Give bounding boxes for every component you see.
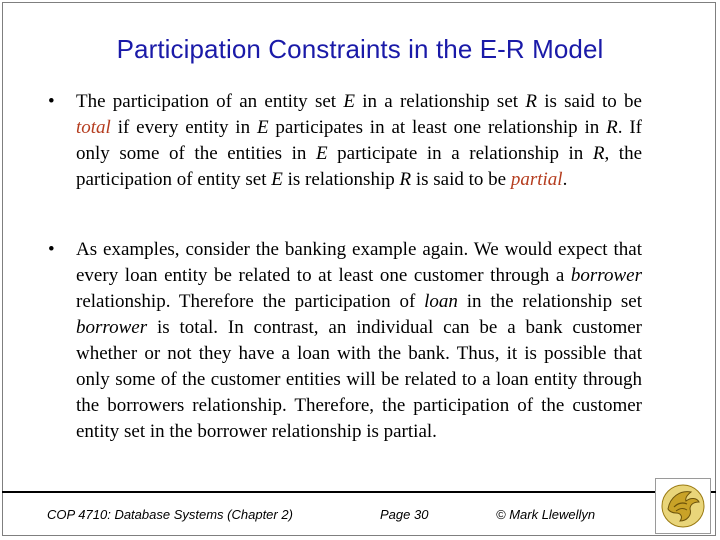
text-run: is relationship — [282, 169, 400, 190]
italic-term: E — [315, 143, 328, 164]
bullet-text-1 — [76, 89, 642, 193]
footer-author: © Mark Llewellyn — [496, 507, 596, 522]
highlight-term-total: total — [76, 117, 111, 138]
text-run: is total. In contrast, an individual can be a bank customer whether or not they have a loan with the bank. Thus, it is possible that only some of the customer entities will be related to a loan entity through the borrowers relationship. Therefore, the participation of the customer entity set in the borrower relationship is partial. — [76, 317, 642, 442]
text-run: if every entity in — [110, 117, 257, 138]
text-run: . — [562, 169, 568, 190]
bullet-text-2 — [76, 237, 642, 445]
bullet-item-2 — [48, 237, 642, 445]
logo-frame — [655, 478, 711, 534]
bullet-marker: • — [48, 91, 55, 112]
italic-term: R — [606, 117, 618, 138]
bullet-item-1 — [48, 89, 642, 193]
italic-term: E — [343, 91, 355, 112]
italic-term: E — [271, 169, 283, 190]
text-run: The participation of an entity set — [76, 91, 344, 112]
italic-term: R — [592, 143, 605, 164]
footer-page-number: Page 30 — [380, 507, 429, 522]
italic-term: borrower — [570, 265, 642, 286]
text-run: , the participation of entity set — [76, 143, 642, 190]
text-run: . If only some of the entities in — [76, 117, 642, 164]
ucf-pegasus-logo-icon — [656, 479, 710, 533]
text-run: in the relationship set — [457, 291, 642, 312]
italic-term: borrower — [76, 317, 148, 338]
text-run: is said to be — [411, 169, 511, 190]
text-run: is said to be — [536, 91, 642, 112]
italic-term: R — [525, 91, 537, 112]
footer-divider — [2, 491, 716, 493]
italic-term: loan — [424, 291, 458, 312]
text-run: As examples, consider the banking example again. We would expect that every loan entity be related to at least one customer through a — [76, 239, 642, 286]
italic-term: E — [256, 117, 269, 138]
text-run: in a relationship set — [354, 91, 526, 112]
footer-course: COP 4710: Database Systems (Chapter 2) — [47, 507, 293, 522]
bullet-marker: • — [48, 239, 55, 260]
highlight-term-partial: partial — [510, 169, 563, 190]
italic-term: R — [399, 169, 412, 190]
text-run: participate in a relationship in — [327, 143, 593, 164]
text-run: participates in at least one relationship in — [268, 117, 607, 138]
text-run: relationship. Therefore the participation of — [76, 291, 425, 312]
slide-title: Participation Constraints in the E-R Model — [116, 34, 604, 64]
